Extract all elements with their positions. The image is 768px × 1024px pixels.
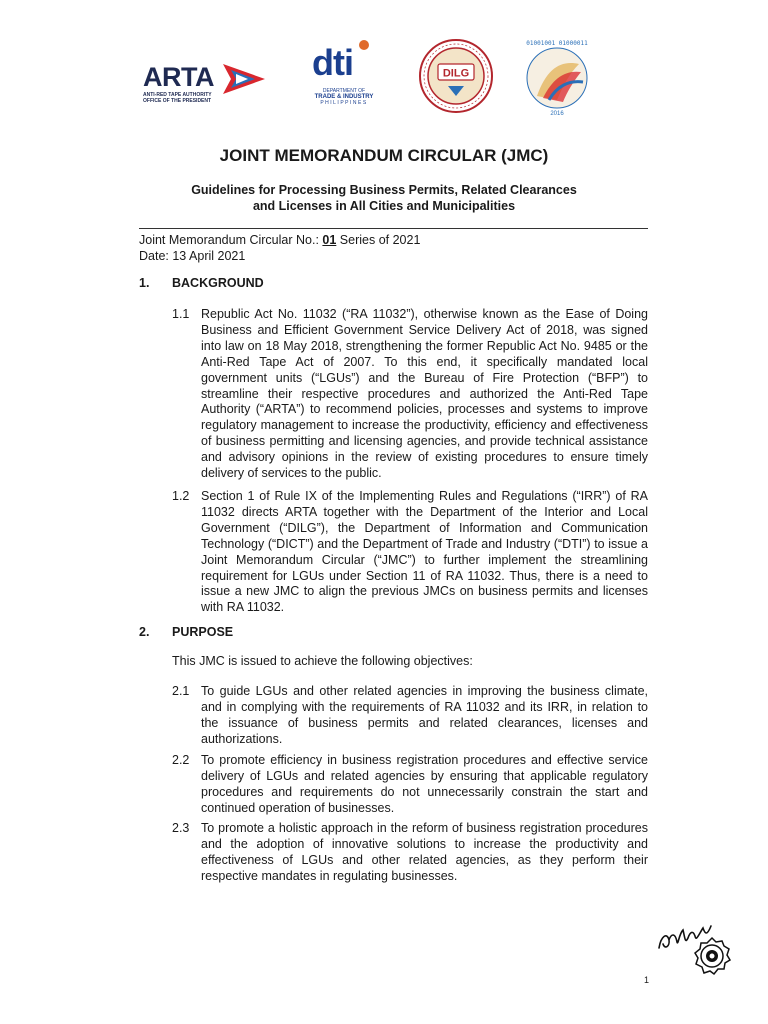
dti-logo: [310, 40, 380, 120]
arta-logo: [143, 62, 268, 112]
document-subtitle: Guidelines for Processing Business Permits, Related Clearances and Licenses in All Cities and Municipalities: [191, 183, 577, 213]
circular-number-line: Joint Memorandum Circular No.: 01 Series of 2021: [139, 233, 421, 247]
circular-date: Date: 13 April 2021: [139, 249, 246, 263]
dilg-stamp-icon: [692, 936, 732, 976]
arta-logo-subtitle: ANTI-RED TAPE AUTHORITY OFFICE OF THE PRESIDENT: [143, 92, 212, 104]
dict-seal-icon: [513, 38, 601, 118]
dict-binary-text: 01001001 01000011: [526, 40, 588, 47]
section-heading-background: 1. BACKGROUND: [139, 276, 264, 290]
arta-arrow-icon: [221, 62, 267, 96]
header-rule: [139, 228, 648, 229]
dilg-seal-word: DILG: [442, 67, 470, 80]
paragraph-2-3: 2.3 To promote a holistic approach in the reform of business registration procedures and the adoption of innovative solutions to increase the productivity and effectiveness of LGUs and other related agencies, as they perform their respective mandates in regulating businesses.: [172, 821, 648, 883]
section-heading-purpose: 2. PURPOSE: [139, 625, 234, 639]
paragraph-2-2: 2.2 To promote efficiency in business registration procedures and effective service delivery of LGUs and related agencies by ensuring that applicable regulatory procedures and requirements do not unnecessarily constrain the start and continued operation of businesses.: [172, 753, 648, 815]
paragraph-1-2: 1.2 Section 1 of Rule IX of the Implementing Rules and Regulations (“IRR”) of RA 11032 directs ARTA together with the Department of the Interior and Local Government (“DILG”), the Department of Information and Communication Technology (“DICT”) and the Department of Trade and Industry (“DTI”) to issue a Joint Memorandum Circular (“JMC”) to further implement the streamlining requirement for LGUs under Section 11 of RA 11032. Thus, there is a need to issue a new JMC to align the previous JMCs on business permits and licenses with RA 11032.: [172, 489, 648, 615]
page-number: 1: [644, 975, 650, 985]
dict-year-text: 2016: [550, 111, 564, 117]
dti-logo-subtitle: DEPARTMENT OF TRADE & INDUSTRY PHILIPPINES: [314, 88, 374, 106]
document-title: JOINT MEMORANDUM CIRCULAR (JMC): [219, 146, 549, 165]
arta-logo-word: ARTA: [143, 62, 214, 92]
paragraph-2-1: 2.1 To guide LGUs and other related agencies in improving the business climate, and in complying with the requirements of RA 11032 and its IRR, in relation to the issuance of business permits and related clearances, licenses and authorizations.: [172, 684, 648, 746]
purpose-intro: This JMC is issued to achieve the following objectives:: [172, 654, 473, 668]
logo-bar: [0, 34, 768, 124]
paragraph-1-1: 1.1 Republic Act No. 11032 (“RA 11032”), otherwise known as the Ease of Doing Business and Efficient Government Service Delivery Act of 2018, was signed into law on 18 May 2018, strengthening the former Republic Act No. 9485 or the Anti-Red Tape Act of 2007. To this end, it specifically mandated local government units (“LGUs”) and the Bureau of Fire Protection (“BFP”) to streamline their respective procedures and authorized the Anti-Red Tape Authority (“ARTA”) to recommend policies, processes and systems to improve regulatory management to increase the productivity, efficiency and effectiveness of business permitting and licensing agencies, and provide technical assistance and advisory opinions in the review of existing procedures to ensure timely delivery of services to the public.: [172, 307, 648, 481]
circular-meta: [139, 232, 420, 264]
dti-globe-icon: [359, 40, 369, 50]
dilg-seal-icon: [418, 38, 494, 114]
dti-logo-word: dti: [312, 42, 353, 83]
